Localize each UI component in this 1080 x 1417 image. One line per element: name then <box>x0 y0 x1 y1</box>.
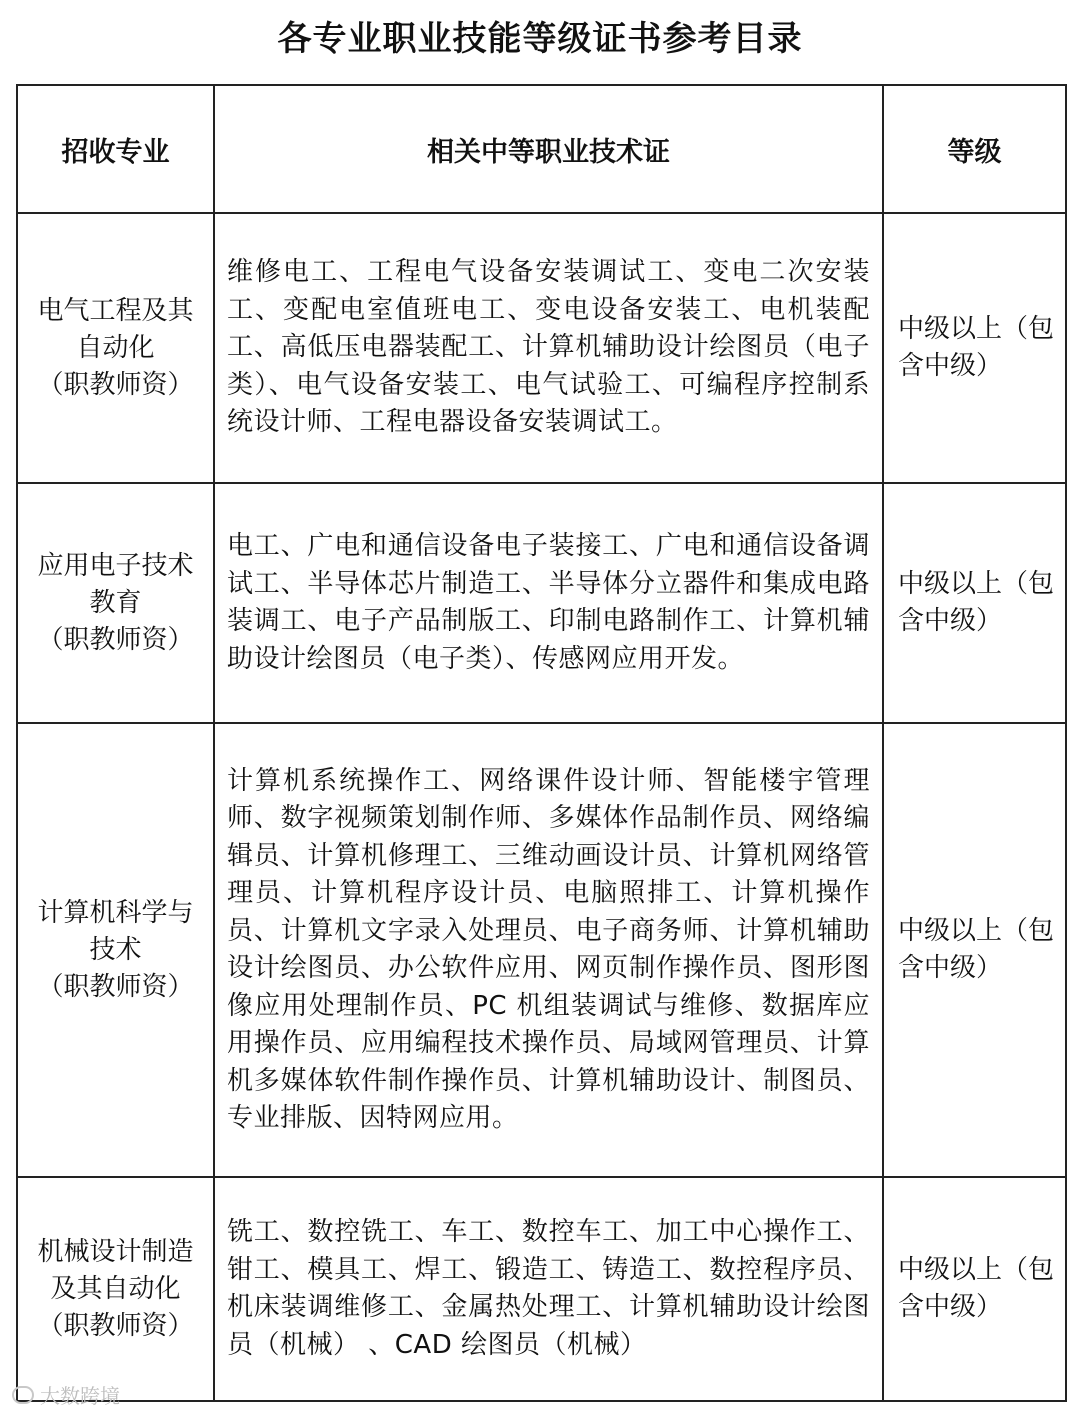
major-line: 技术 <box>89 934 142 965</box>
certs-cell: 铣工、数控铣工、车工、数控车工、加工中心操作工、钳工、模具工、焊工、锻造工、铸造工、数控程序员、机床装调维修工、金属热处理工、计算机辅助设计绘图员（机械） 、CAD 绘图员（机械） <box>214 1177 883 1401</box>
major-cell <box>17 483 214 723</box>
major-line: （职教师资） <box>37 624 194 655</box>
major-line: 及其自动化 <box>50 1273 181 1304</box>
table-row <box>17 483 1066 723</box>
major-line: 教育 <box>89 587 142 618</box>
certs-cell: 计算机系统操作工、网络课件设计师、智能楼宇管理师、数字视频策划制作师、多媒体作品制作员、网络编辑员、计算机修理工、三维动画设计员、计算机网络管理员、计算机程序设计员、电脑照排工、计算机操作员、计算机文字录入处理员、电子商务师、计算机辅助设计绘图员、办公软件应用、网页制作操作员、图形图像应用处理制作员、PC 机组装调试与维修、数据库应用操作员、应用编程技术操作员、局域网管理员、计算机多媒体软件制作操作员、计算机辅助设计、制图员、专业排版、因特网应用。 <box>214 723 883 1177</box>
certs-cell: 维修电工、工程电气设备安装调试工、变电二次安装工、变配电室值班电工、变电设备安装工、电机装配工、高低压电器装配工、计算机辅助设计绘图员（电子类）、电气设备安装工、电气试验工、可编程序控制系统设计师、工程电器设备安装调试工。 <box>214 213 883 483</box>
header-certs: 相关中等职业技术证 <box>214 85 883 213</box>
chat-bubble-icon <box>12 1386 34 1404</box>
major-line: 电气工程及其 <box>37 295 194 326</box>
major-line: （职教师资） <box>37 369 194 400</box>
table-row <box>17 1177 1066 1401</box>
major-line: 计算机科学与 <box>37 897 194 928</box>
watermark-text: 大数跨境 <box>40 1384 120 1408</box>
major-line: 应用电子技术 <box>37 550 194 581</box>
header-level: 等级 <box>883 85 1066 213</box>
certs-cell: 电工、广电和通信设备电子装接工、广电和通信设备调试工、半导体芯片制造工、半导体分立器件和集成电路装调工、电子产品制版工、印制电路制作工、计算机辅助设计绘图员（电子类）、传感网应用开发。 <box>214 483 883 723</box>
table-row <box>17 723 1066 1177</box>
watermark <box>12 1380 120 1409</box>
level-cell: 中级以上（包含中级） <box>883 1177 1066 1401</box>
major-cell <box>17 1177 214 1401</box>
major-line: （职教师资） <box>37 1310 194 1341</box>
major-line: （职教师资） <box>37 971 194 1002</box>
table-row <box>17 213 1066 483</box>
page-title: 各专业职业技能等级证书参考目录 <box>277 19 803 59</box>
certificate-table <box>16 84 1067 1402</box>
major-cell <box>17 213 214 483</box>
level-cell: 中级以上（包含中级） <box>883 723 1066 1177</box>
major-cell <box>17 723 214 1177</box>
major-line: 机械设计制造 <box>37 1236 194 1267</box>
header-major: 招收专业 <box>17 85 214 213</box>
table-header-row <box>17 85 1066 213</box>
major-line: 自动化 <box>76 332 155 363</box>
level-cell: 中级以上（包含中级） <box>883 213 1066 483</box>
level-cell: 中级以上（包含中级） <box>883 483 1066 723</box>
